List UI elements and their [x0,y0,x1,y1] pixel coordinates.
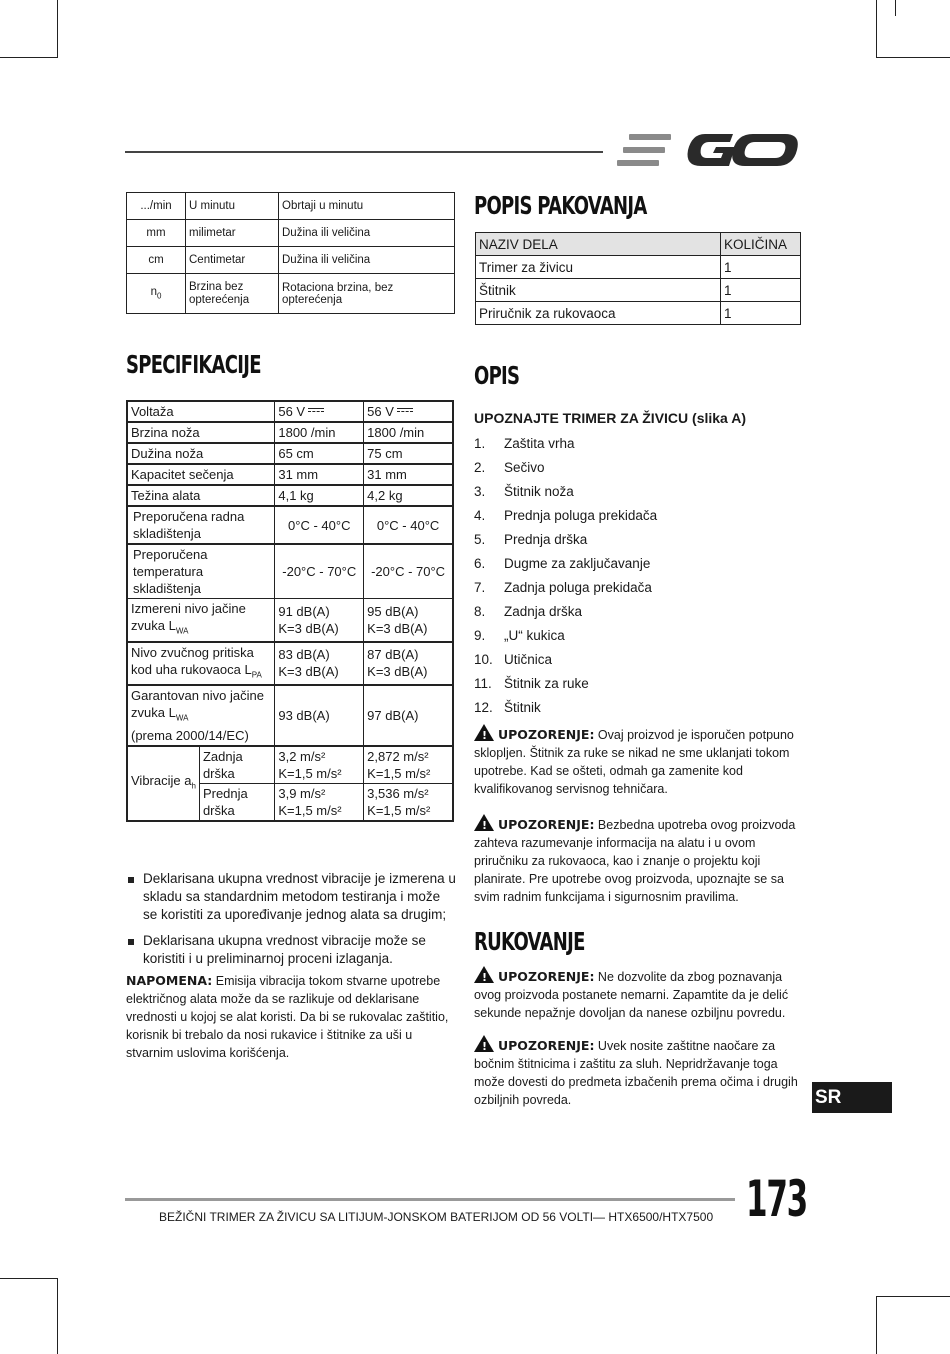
vibration-bullets [126,870,456,976]
spec-value-b: 97 dB(A) [364,685,453,746]
spec-value-b: 4,2 kg [364,485,453,506]
warning-block [474,964,804,1022]
unit-name: milimetar [186,220,279,247]
unit-desc: Dužina ili veličina [279,220,455,247]
unit-symbol: cm [127,247,186,274]
table-row [127,422,453,443]
part-name: Štitnik [476,279,721,302]
table-row [127,274,455,314]
unit-symbol: .../min [127,193,186,220]
column-header: KOLIČINA [721,233,801,256]
warning-lead: UPOZORENJE: [498,817,595,832]
spec-value-b: 2,872 m/s² K=1,5 m/s² [364,746,453,784]
unit-symbol: $n_0$ [127,274,186,314]
table-row [476,279,801,302]
header-rule [125,151,603,153]
spec-label: Težina alata [127,485,275,506]
warning-text: Ovaj proizvod je isporučen potpuno sklopljen. Štitnik za ruke se nikad ne sme uklanjati tokom upotrebe. Kad se ošteti, odmah ga zamenite kod kvalifikovanog servisnog tehničara. [474,728,794,796]
table-row [127,485,453,506]
spec-label: Nivo zvučnog pritiska kod uha rukovaoca $L_{PA}$ [127,642,275,686]
opis-title: OPIS [474,361,520,390]
warning-triangle-icon [474,814,494,831]
warning-triangle-icon [474,1035,494,1052]
list-item: 1. Zaštita vrha [474,436,575,451]
spec-value-a: 0°C - 40°C [275,506,364,544]
warning-lead: UPOZORENJE: [498,727,595,742]
spec-label: Brzina noža [127,422,275,443]
spec-value-a: 3,9 m/s² K=1,5 m/s² [275,783,364,821]
table-row [127,401,453,422]
spec-value-a: 1800 /min [275,422,364,443]
part-qty: 1 [721,279,801,302]
spec-label: Garantovan nivo jačine zvuka $L_{WA}$ (prema 2000/14/EC) [127,685,275,746]
spec-table [126,400,454,822]
spec-value-a: 4,1 kg [275,485,364,506]
spec-value-b: -20°C - 70°C [364,544,453,599]
note-text: Emisija vibracija tokom stvarne upotrebe električnog alata može da se razlikuje od deklarisane vrednosti u kojoj se alat koristi. Da bi se rukovalac zaštitio, korisnik bi trebalo da nosi rukavice i štitnike za uši u stvarnim uslovima korišćenja. [126,974,449,1060]
voltage-a: 56 V [275,401,364,422]
spec-label: Preporučena radna skladištenja [127,506,275,544]
warning-block [474,1033,804,1109]
unit-desc: Obrtaji u minutu [279,193,455,220]
warning-block [474,812,804,906]
spec-value-b: 1800 /min [364,422,453,443]
table-row [476,256,801,279]
list-item: 3. Štitnik noža [474,484,574,499]
list-item: 4. Prednja poluga prekidača [474,508,658,523]
note-lead: NAPOMENA: [126,973,213,988]
spec-value-a: -20°C - 70°C [275,544,364,599]
language-tab: SR [812,1082,892,1113]
list-item: Deklarisana ukupna vrednost vibracije može se koristiti i u preliminarnoj proceni izlaganja. [126,932,456,968]
table-row [127,220,455,247]
column-header: NAZIV DELA [476,233,721,256]
table-header-row [476,233,801,256]
table-row [127,193,455,220]
table-row [476,302,801,325]
spec-value-a: 31 mm [275,464,364,485]
warning-triangle-icon [474,966,494,983]
list-item: 11. Štitnik za ruke [474,676,589,691]
spec-value-a: 83 dB(A) K=3 dB(A) [275,642,364,686]
spec-sublabel: Zadnja drška [199,746,274,784]
table-row [127,685,453,746]
table-row [127,506,453,544]
spec-label: Kapacitet sečenja [127,464,275,485]
warning-lead: UPOZORENJE: [498,969,595,984]
spec-value-b: 3,536 m/s² K=1,5 m/s² [364,783,453,821]
table-row [127,746,453,784]
spec-value-b: 95 dB(A) K=3 dB(A) [364,599,453,642]
footer-rule [125,1198,735,1201]
table-row [127,544,453,599]
list-item: 9. „U“ kukica [474,628,565,643]
warning-block [474,722,804,798]
dc-symbol-icon [397,408,413,415]
list-item: 6. Dugme za zaključavanje [474,556,651,571]
warning-text: Ne dozvolite da zbog poznavanja ovog proizvoda postanete nemarni. Zapamtite da je delić sekunde nepažnje dovoljan da nanese ozbiljnu povredu. [474,970,789,1020]
spec-value-b: 87 dB(A) K=3 dB(A) [364,642,453,686]
note-paragraph [126,972,456,1062]
warning-triangle-icon [474,724,494,741]
unit-desc: Dužina ili veličina [279,247,455,274]
spec-value-b: 75 cm [364,443,453,464]
table-row [127,642,453,686]
voltage-label: Voltaža [127,401,275,422]
spec-label: Preporučena temperatura skladištenja [127,544,275,599]
spec-title: SPECIFIKACIJE [126,350,261,379]
opis-subtitle: UPOZNAJTE TRIMER ZA ŽIVICU (slika A) [474,410,746,426]
unit-name: U minutu [186,193,279,220]
list-item: 5. Prednja drška [474,532,588,547]
table-row [127,247,455,274]
spec-value-a: 91 dB(A) K=3 dB(A) [275,599,364,642]
list-item: 7. Zadnja poluga prekidača [474,580,652,595]
warning-text: Bezbedna upotreba ovog proizvoda zahteva razumevanje informacija na alatu i u ovom priručniku za rukovaoca, kao i znanje o projektu koji planirate. Pre upotrebe ovog proizvoda, upoznajte se sa svim radnim funkcijama i sigurnosnim pravilima. [474,818,796,904]
spec-label: Izmereni nivo jačine zvuka $L_{WA}$ [127,599,275,642]
part-qty: 1 [721,256,801,279]
spec-value-b: 0°C - 40°C [364,506,453,544]
footer-text: BEŽIČNI TRIMER ZA ŽIVICU SA LITIJUM-JONSKOM BATERIJOM OD 56 VOLTI— HTX6500/HTX7500 [159,1210,714,1224]
list-item: 2. Sečivo [474,460,545,475]
spec-value-b: 31 mm [364,464,453,485]
warning-text: Uvek nosite zaštitne naočare za bočnim štitnicima i zaštitu za sluh. Nepridržavanje toga može dovesti do predmeta izbačenih prema očima i drugih ozbiljnih povreda. [474,1039,798,1107]
packing-table [475,232,801,325]
parts-list [474,432,804,720]
spec-label: Dužina noža [127,443,275,464]
packing-title: POPIS PAKOVANJA [474,191,647,220]
spec-label: Vibracije $a_h$ [127,746,199,821]
unit-desc: Rotaciona brzina, bez opterećenja [279,274,455,314]
spec-value-a: 3,2 m/s² K=1,5 m/s² [275,746,364,784]
page-number: 173 [746,1170,807,1228]
table-row [127,464,453,485]
voltage-b: 56 V [364,401,453,422]
unit-name: Brzina bez opterećenja [186,274,279,314]
units-table [126,192,455,314]
rukovanje-title: RUKOVANJE [474,927,585,956]
part-qty: 1 [721,302,801,325]
list-item: 10. Utičnica [474,652,553,667]
list-item: 12. Štitnik [474,700,541,715]
table-row [127,443,453,464]
spec-value-a: 93 dB(A) [275,685,364,746]
part-name: Priručnik za rukovaoca [476,302,721,325]
list-item: Deklarisana ukupna vrednost vibracije je izmerena u skladu sa standardnim metodom testiranja i može se koristiti za upoređivanje jednog alata sa drugim; [126,870,456,924]
dc-symbol-icon [308,408,324,415]
spec-value-a: 65 cm [275,443,364,464]
list-item: 8. Zadnja drška [474,604,583,619]
warning-lead: UPOZORENJE: [498,1038,595,1053]
spec-sublabel: Prednja drška [199,783,274,821]
table-row [127,599,453,642]
unit-symbol: mm [127,220,186,247]
unit-name: Centimetar [186,247,279,274]
part-name: Trimer za živicu [476,256,721,279]
ego-logo [617,128,799,172]
